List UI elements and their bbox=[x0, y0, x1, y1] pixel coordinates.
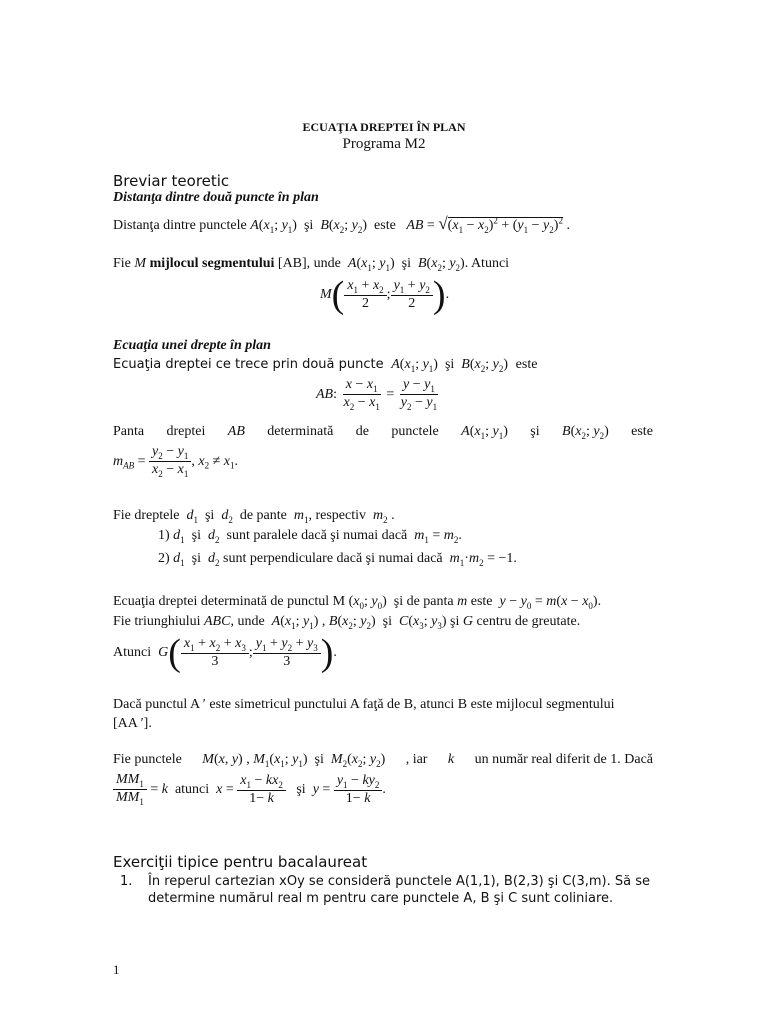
document-title: ECUAŢIA DREPTEI ÎN PLAN bbox=[302, 120, 466, 134]
point-slope-a: Ecuaţia dreptei determinată de punctul M bbox=[113, 594, 346, 609]
slope-si: şi bbox=[530, 424, 540, 439]
centroid-b: , unde bbox=[230, 614, 265, 629]
centroid-d: centru de greutate. bbox=[476, 614, 581, 629]
program-label: Programa M2 bbox=[342, 136, 426, 152]
midpoint-line: Fie M mijlocul segmentului [AB], unde $A(x_1$; $y_1$) şi $B(x_2$; $y_2$). Atunci bbox=[113, 256, 510, 273]
midpoint-text-d: . Atunci bbox=[464, 256, 510, 271]
slope-det: determinată bbox=[267, 424, 334, 439]
lines-item2-text: sunt perpendiculare dacă şi numai dacă bbox=[223, 551, 443, 566]
slope-panta: Panta bbox=[113, 424, 145, 439]
slope-este: este bbox=[631, 424, 653, 439]
symmetric-line-1: Dacă punctul A ′ este simetricul punctului A faţă de B, atunci B este mijlocul segmentului bbox=[113, 697, 615, 712]
lines-intro-a: Fie dreptele bbox=[113, 508, 180, 523]
symmetric-line-2: [AA ′]. bbox=[113, 716, 152, 731]
centroid-atunci: Atunci bbox=[113, 645, 152, 661]
section-heading-exercises: Exerciţii tipice pentru bacalaureat bbox=[113, 853, 368, 871]
two-point-formula: AB: $\frac{x - x_1}{x_2 - x_1}$ = $\frac{y - y_1}{y_2 - y_1}$ bbox=[316, 377, 438, 412]
lines-intro: Fie dreptele $d_1$ şi $d_2$ de pante $m_1$, respectiv $m_2$ . bbox=[113, 508, 395, 525]
line-eq-text: Ecuaţia dreptei ce trece prin două puncte bbox=[113, 357, 384, 372]
exercise-item bbox=[120, 874, 132, 889]
slope-line: Panta dreptei AB determinată de punctele $A(x_1$; $y_1$) şi $B(x_2$; $y_2$) este bbox=[113, 424, 653, 441]
slope-formula: $m_{AB}$ = $\frac{y_2 - y_1}{x_2 - x_1}$ , $x_2 \ne x_1$. bbox=[113, 444, 238, 479]
ratio-formula: $\frac{MM_1}{MM_1}$ = k atunci x = $\frac{x_1 - kx_2}{1- k}$ şi y = $\frac{y_1 - ky_2}{1- k}$ . bbox=[113, 772, 386, 807]
point-slope-c: este bbox=[470, 594, 493, 609]
lines-intro-b: de pante bbox=[239, 508, 287, 523]
section-heading-breviar: Breviar teoretic bbox=[113, 172, 230, 190]
ratio-text-a: Fie punctele bbox=[113, 752, 182, 767]
midpoint-formula: M( $\frac{x_1 + x_2}{2}$ ; $\frac{y_1 + y_2}{2}$ ). bbox=[320, 274, 450, 316]
centroid-c: şi bbox=[382, 614, 392, 629]
midpoint-text-c: [AB], unde bbox=[277, 256, 341, 271]
lines-item-1: 1) $d_1$ şi $d_2$ sunt paralele dacă şi numai dacă $m_1 = m_2$. bbox=[158, 528, 462, 545]
midpoint-text-a: Fie bbox=[113, 256, 131, 271]
lines-intro-c: , respectiv bbox=[308, 508, 367, 523]
page-number: 1 bbox=[113, 962, 120, 977]
line-equation-text: Ecuaţia dreptei ce trece prin două puncte $A(x_1$; $y_1$) şi $B(x_2$; $y_2$) este bbox=[113, 357, 538, 374]
point-slope-line: Ecuaţia dreptei determinată de punctul M ($x_0$; $y_0$) şi de panta m este $y - y_0 = m(x - x_0)$. bbox=[113, 594, 602, 611]
point-slope-b: şi de panta bbox=[393, 594, 454, 609]
ratio-line: Fie punctele M(x, y) , $M_1(x_1$; $y_1$) şi $M_2(x_2$; $y_2$) , iar k un număr real diferit de 1. Dacă bbox=[113, 752, 653, 769]
ratio-atunci: atunci bbox=[174, 781, 210, 797]
distance-text: Distanţa dintre punctele bbox=[113, 218, 247, 233]
exercise-line-2: determine numărul real m pentru care punctele A, B şi C sunt coliniare. bbox=[148, 891, 614, 906]
lines-item1-label: 1) bbox=[158, 528, 170, 543]
distance-formula-line: Distanţa dintre punctele $A(x_1$; $y_1$) şi $B(x_2$; $y_2$) este AB = $√(x_1 - x_2)^2 + (y_1 - y_2)^2$ . bbox=[113, 214, 570, 235]
ratio-si: şi bbox=[296, 781, 306, 797]
centroid-a: Fie triunghiului bbox=[113, 614, 201, 629]
centroid-line: Fie triunghiului ABC, unde $A(x_1$; $y_1$) , $B(x_2$; $y_2$) şi $C(x_3$; $y_3$) şi G centru de greutate. bbox=[113, 614, 581, 631]
slope-de: de bbox=[355, 424, 369, 439]
lines-item1-text: sunt paralele dacă şi numai dacă bbox=[226, 528, 408, 543]
line-eq-is: este bbox=[515, 357, 538, 372]
ratio-text-c: un număr real diferit de 1. Dacă bbox=[474, 752, 653, 767]
subheading-distance: Distanţa dintre două puncte în plan bbox=[113, 190, 319, 205]
subheading-line-equation: Ecuaţia unei drepte în plan bbox=[113, 338, 271, 353]
lines-item2-label: 2) bbox=[158, 551, 170, 566]
centroid-formula: Atunci G( $\frac{x_1 + x_2 + x_3}{3}$ ; $\frac{y_1 + y_2 + y_3}{3}$ ). bbox=[113, 632, 337, 674]
exercise-number: 1. bbox=[120, 874, 133, 889]
distance-is: este bbox=[374, 218, 396, 233]
exercise-line-1: În reperul cartezian xOy se consideră punctele A(1,1), B(2,3) şi C(3,m). Să se bbox=[148, 874, 650, 889]
slope-punctele: punctele bbox=[391, 424, 439, 439]
lines-item-2: 2) $d_1$ şi $d_2$ sunt perpendiculare dacă şi numai dacă $m_1\cdot m_2 = -1$. bbox=[158, 551, 517, 568]
slope-dreptei: dreptei bbox=[166, 424, 206, 439]
ratio-text-b: , iar bbox=[405, 752, 428, 767]
midpoint-text-b: mijlocul segmentului bbox=[149, 256, 275, 271]
distance-and: şi bbox=[303, 218, 314, 233]
